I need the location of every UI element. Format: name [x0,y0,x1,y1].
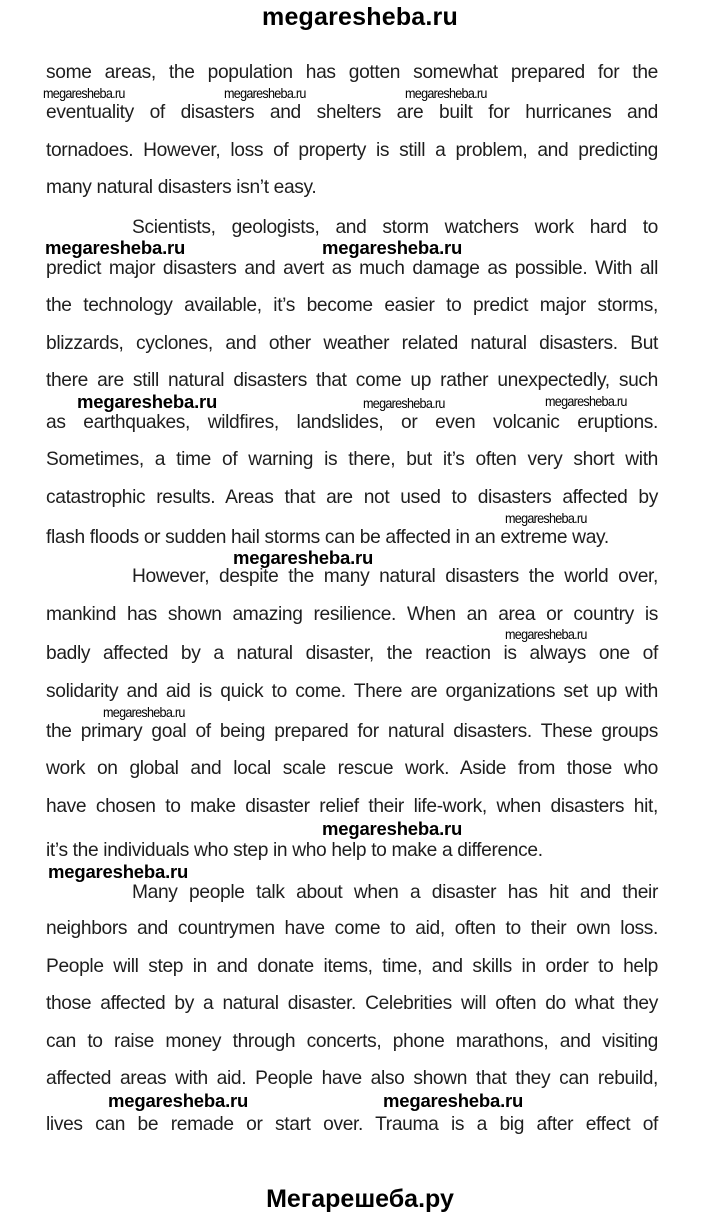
text-line: there are still natural disasters that come up rather unexpectedly, such [46,370,658,391]
text-line: affected areas with aid. People have also shown that they can rebuild, [46,1068,658,1089]
watermark: megaresheba.ru [405,85,487,101]
text-line: many natural disasters isn’t easy. [46,177,317,198]
watermark: megaresheba.ru [233,547,374,568]
watermark: megaresheba.ru [322,237,463,258]
text-line: it’s the individuals who step in who help to make a difference. [46,840,543,861]
text-line: Sometimes, a time of warning is there, but it’s often very short with [46,449,658,470]
watermark: megaresheba.ru [224,85,306,101]
text-line: those affected by a natural disaster. Celebrities will often do what they [46,993,658,1014]
text-line: work on global and local scale rescue work. Aside from those who [46,758,658,779]
watermark: megaresheba.ru [48,861,189,882]
watermark: megaresheba.ru [77,391,218,412]
watermark: megaresheba.ru [363,395,445,411]
text-line: People will step in and donate items, time, and skills in order to help [46,956,658,977]
site-header-title: megaresheba.ru [262,3,458,31]
paragraph-start-line: However, despite the many natural disasters the world over, [132,566,658,587]
text-line: as earthquakes, wildfires, landslides, or even volcanic eruptions. [46,412,658,433]
text-line: badly affected by a natural disaster, the reaction is always one of [46,643,658,664]
text-line: eventuality of disasters and shelters are built for hurricanes and [46,102,658,123]
watermark: megaresheba.ru [103,704,185,720]
watermark: megaresheba.ru [108,1090,249,1111]
text-line: flash floods or sudden hail storms can be affected in an extreme way. [46,527,609,548]
watermark: megaresheba.ru [322,818,463,839]
paragraph-start-line: Many people talk about when a disaster has hit and their [132,882,658,903]
text-line: the primary goal of being prepared for natural disasters. These groups [46,721,658,742]
watermark: megaresheba.ru [383,1090,524,1111]
text-line: lives can be remade or start over. Trauma is a big after effect of [46,1114,658,1135]
text-line: the technology available, it’s become easier to predict major storms, [46,295,658,316]
watermark: megaresheba.ru [43,85,125,101]
paragraph-start-line: Scientists, geologists, and storm watchers work hard to [132,217,658,238]
text-line: some areas, the population has gotten somewhat prepared for the [46,62,658,83]
watermark: megaresheba.ru [45,237,186,258]
text-line: mankind has shown amazing resilience. When an area or country is [46,604,658,625]
text-line: can to raise money through concerts, phone marathons, and visiting [46,1031,658,1052]
text-line: catastrophic results. Areas that are not used to disasters affected by [46,487,658,508]
text-line: tornadoes. However, loss of property is still a problem, and predicting [46,140,658,161]
text-line: predict major disasters and avert as much damage as possible. With all [46,258,658,279]
text-line: blizzards, cyclones, and other weather related natural disasters. But [46,333,658,354]
text-line: have chosen to make disaster relief their life-work, when disasters hit, [46,796,658,817]
watermark: megaresheba.ru [505,626,587,642]
text-line: neighbors and countrymen have come to aid, often to their own loss. [46,918,658,939]
text-line: solidarity and aid is quick to come. There are organizations set up with [46,681,658,702]
watermark: megaresheba.ru [505,510,587,526]
watermark: megaresheba.ru [545,393,627,409]
site-footer-title: Мегарешеба.ру [266,1185,454,1213]
